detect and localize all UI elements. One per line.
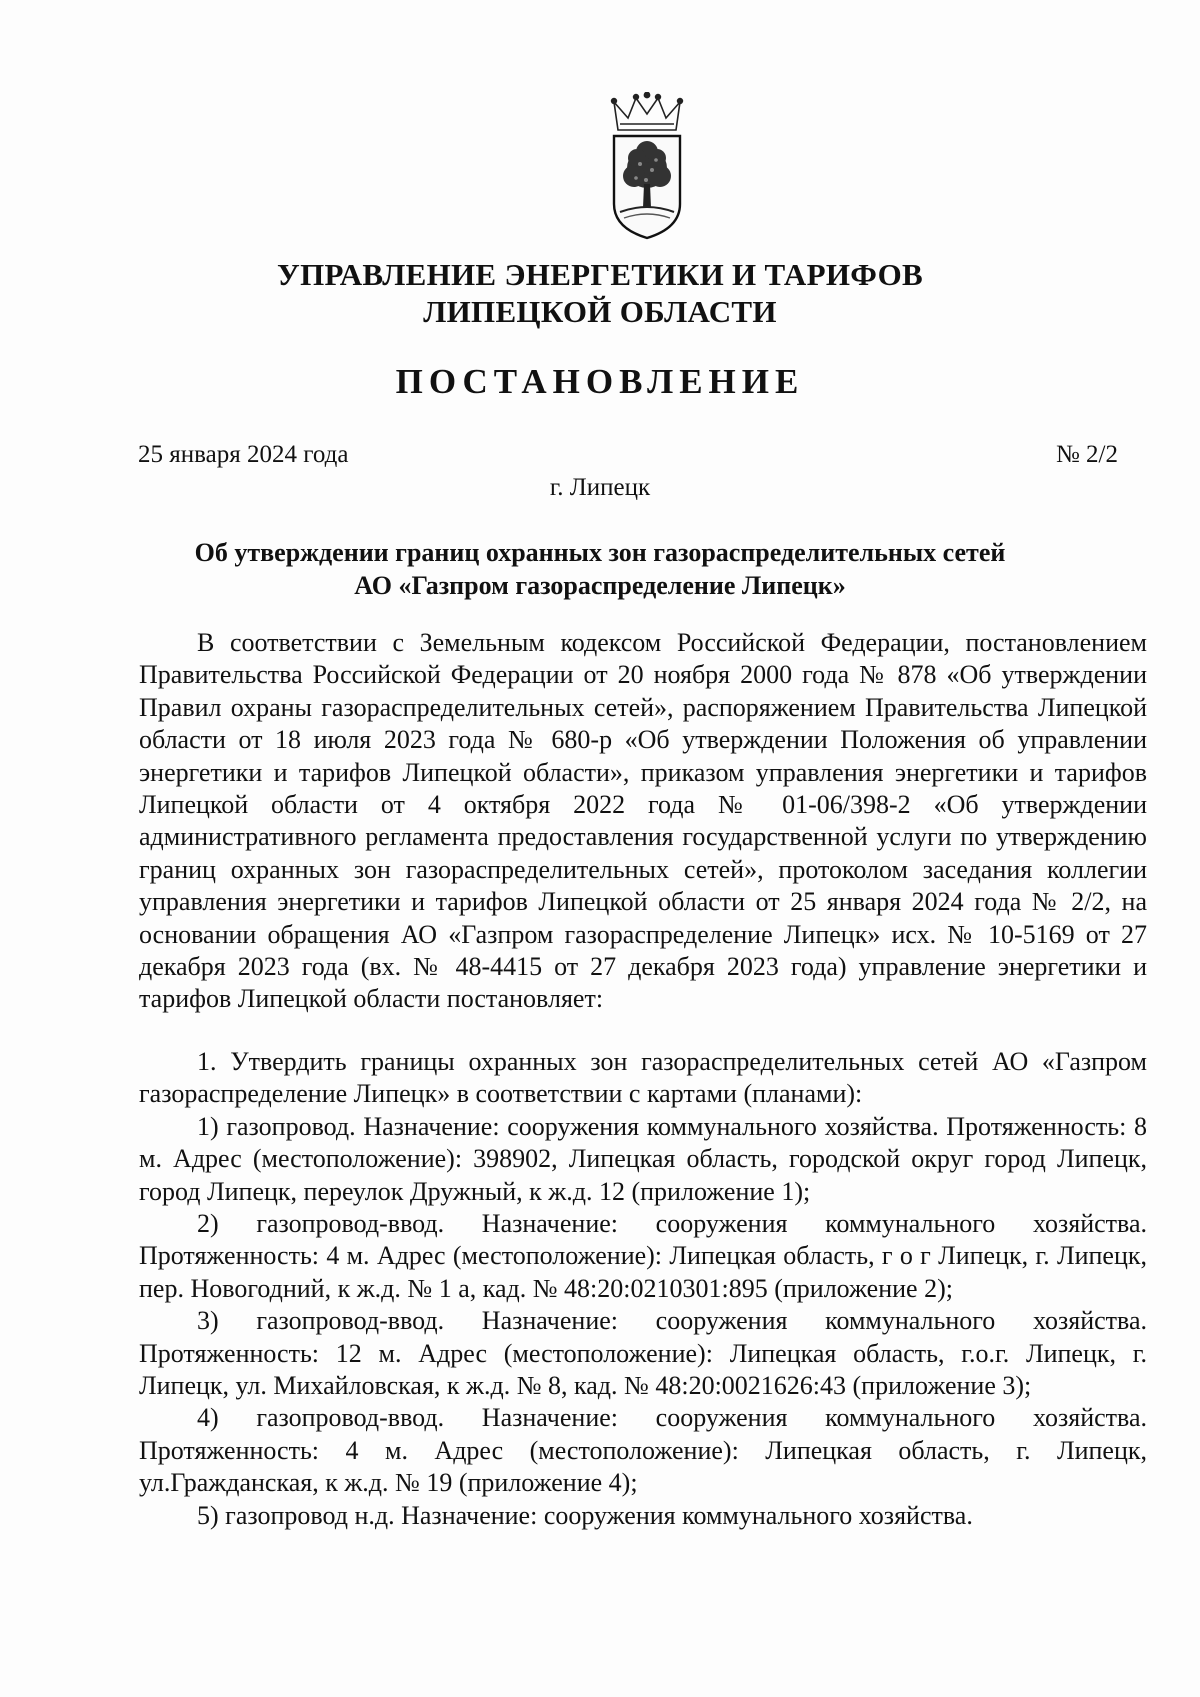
list-item: 4) газопровод-ввод. Назначение: сооружения коммунального хозяйства. Протяженность: 4 м. Адрес (местоположение): Липецкая область, г. Липецк, ул.Гражданская, к ж.д. № 19 (приложение 4); (139, 1403, 1147, 1498)
document-city: г. Липецк (549, 474, 651, 501)
document-date: 25 января 2024 года (138, 441, 349, 468)
document-number: № 2/2 (1055, 441, 1118, 468)
list-item: 2) газопровод-ввод. Назначение: сооружения коммунального хозяйства. Протяженность: 4 м. Адрес (местоположение): Липецкая область, г о г Липецк, г. Липецк, пер. Новогодний, к ж.д. № 1 а, кад. № 48:20:0210301:895 (приложение 2); (139, 1208, 1147, 1303)
subject-line-1: Об утверждении границ охранных зон газораспределительных сетей (194, 538, 1006, 567)
issuing-authority (0, 256, 1200, 330)
list-item: 5) газопровод н.д. Назначение: сооружения коммунального хозяйства. (197, 1500, 973, 1530)
document-body (139, 627, 1147, 1532)
list-item: 3) газопровод-ввод. Назначение: сооружения коммунального хозяйства. Протяженность: 12 м. Адрес (местоположение): Липецкая область, г.о.г. Липецк, г. Липецк, ул. Михайловская, к ж.д. № 8, кад. № 48:20:0021626:43 (приложение 3); (139, 1306, 1147, 1400)
document-meta (138, 441, 1118, 469)
subject-line-2: АО «Газпром газораспределение Липецк» (354, 571, 846, 600)
list-item: 1) газопровод. Назначение: сооружения коммунального хозяйства. Протяженность: 8 м. Адрес (местоположение): 398902, Липецкая область, городской округ город Липецк, город Липецк, переулок Дружный, к ж.д. 12 (приложение 1); (139, 1111, 1147, 1206)
authority-line-2: ЛИПЕЦКОЙ ОБЛАСТИ (423, 294, 777, 329)
authority-line-1: УПРАВЛЕНИЕ ЭНЕРГЕТИКИ И ТАРИФОВ (277, 257, 923, 292)
document-type: ПОСТАНОВЛЕНИЕ (395, 362, 805, 401)
lipetsk-coat-of-arms-icon (604, 92, 690, 242)
decision-point-1: 1. Утвердить границы охранных зон газораспределительных сетей АО «Газпром газораспределение Липецк» в соответствии с картами (планами): (139, 1046, 1147, 1109)
document-subject (0, 536, 1200, 602)
preamble-paragraph: В соответствии с Земельным кодексом Российской Федерации, постановлением Правительства Российской Федерации от 20 ноября 2000 года № 878 «Об утверждении Правил охраны газораспределительных сетей», распоряжением Правительства Липецкой области от 18 июля 2023 года № 680-р «Об утверждении Положения об управлении энергетики и тарифов Липецкой области», приказом управления энергетики и тарифов Липецкой области от 4 октября 2022 года № 01-06/398-2 «Об утверждении административного регламента предоставления государственной услуги по утверждению границ охранных зон газораспределительных сетей», протоколом заседания коллегии управления энергетики и тарифов Липецкой области от 25 января 2024 года № 2/2, на основании обращения АО «Газпром газораспределение Липецк» исх. № 10-5169 от 27 декабря 2023 года (вх. № 48-4415 от 27 декабря 2023 года) управление энергетики и тарифов Липецкой области постановляет: (139, 628, 1147, 1014)
